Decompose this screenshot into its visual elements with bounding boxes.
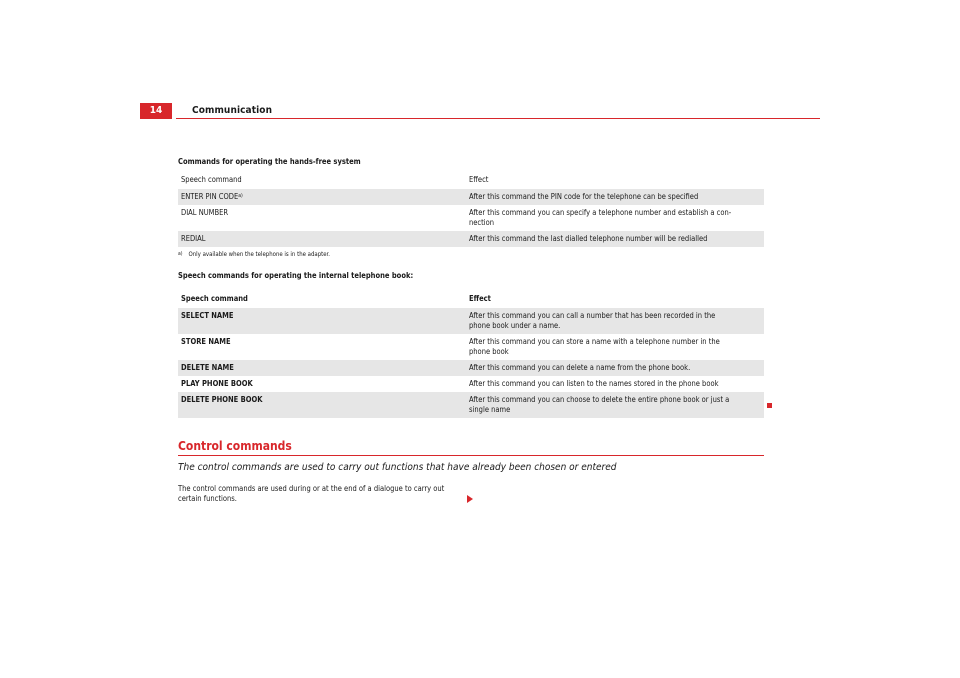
footnote-text: Only available when the telephone is in the adapter. [188, 251, 330, 258]
table-row [178, 308, 764, 334]
effect-cell: After this command you can listen to the names stored in the phone book [469, 379, 719, 388]
table-header-row [178, 290, 764, 308]
phone-book-commands-table [178, 290, 764, 418]
command-cell: REDIAL [178, 231, 466, 247]
command-cell: PLAY PHONE BOOK [181, 379, 253, 388]
command-text: ENTER PIN CODE [181, 192, 239, 201]
command-cell: STORE NAME [181, 337, 231, 346]
footnote-reference: a) [238, 193, 243, 199]
table-row [178, 231, 764, 247]
table-row [178, 392, 764, 418]
command-cell [178, 189, 466, 205]
effect-cell: After this command the last dialled telephone number will be redialled [466, 231, 764, 247]
table-row [178, 189, 764, 205]
header-divider [176, 118, 820, 119]
column-header-command: Speech command [181, 294, 248, 303]
effect-cell: After this command you can store a name with a telephone number in the phone book [469, 337, 720, 356]
page-number: 14 [140, 103, 172, 119]
table-row [178, 360, 764, 376]
effect-cell: After this command you can specify a telephone number and establish a con- nection [469, 208, 732, 227]
table-row [178, 376, 764, 392]
table-row [178, 205, 764, 231]
footnote-mark: a) [178, 251, 183, 257]
command-cell: DIAL NUMBER [181, 208, 229, 217]
column-header-effect: Effect [469, 294, 491, 303]
effect-cell: After this command the PIN code for the telephone can be specified [466, 189, 764, 205]
effect-cell: After this command you can choose to delete the entire phone book or just a single name [466, 392, 764, 418]
footnote [178, 251, 330, 258]
table-header-row [178, 171, 764, 189]
section-heading-phone-book: Speech commands for operating the internal telephone book: [178, 271, 414, 280]
command-cell: DELETE PHONE BOOK [178, 392, 466, 418]
command-cell: DELETE NAME [178, 360, 466, 376]
table-row [178, 334, 764, 360]
section-end-marker [767, 403, 772, 408]
command-cell: SELECT NAME [178, 308, 466, 334]
column-header-command: Speech command [181, 175, 242, 184]
effect-cell: After this command you can call a number that has been recorded in the phone book under a name. [466, 308, 764, 334]
column-header-effect: Effect [469, 175, 489, 184]
control-commands-title: Control commands [178, 439, 292, 453]
section-heading-hands-free: Commands for operating the hands-free system [178, 157, 361, 166]
control-commands-divider [178, 455, 764, 456]
continue-arrow-icon [467, 495, 473, 503]
page-title: Communication [192, 105, 273, 116]
control-commands-subtitle: The control commands are used to carry out functions that have already been chosen or entered [178, 462, 617, 473]
control-commands-body: The control commands are used during or at the end of a dialogue to carry out certain functions. [178, 484, 445, 503]
hands-free-commands-table [178, 171, 764, 247]
effect-cell: After this command you can delete a name from the phone book. [466, 360, 764, 376]
